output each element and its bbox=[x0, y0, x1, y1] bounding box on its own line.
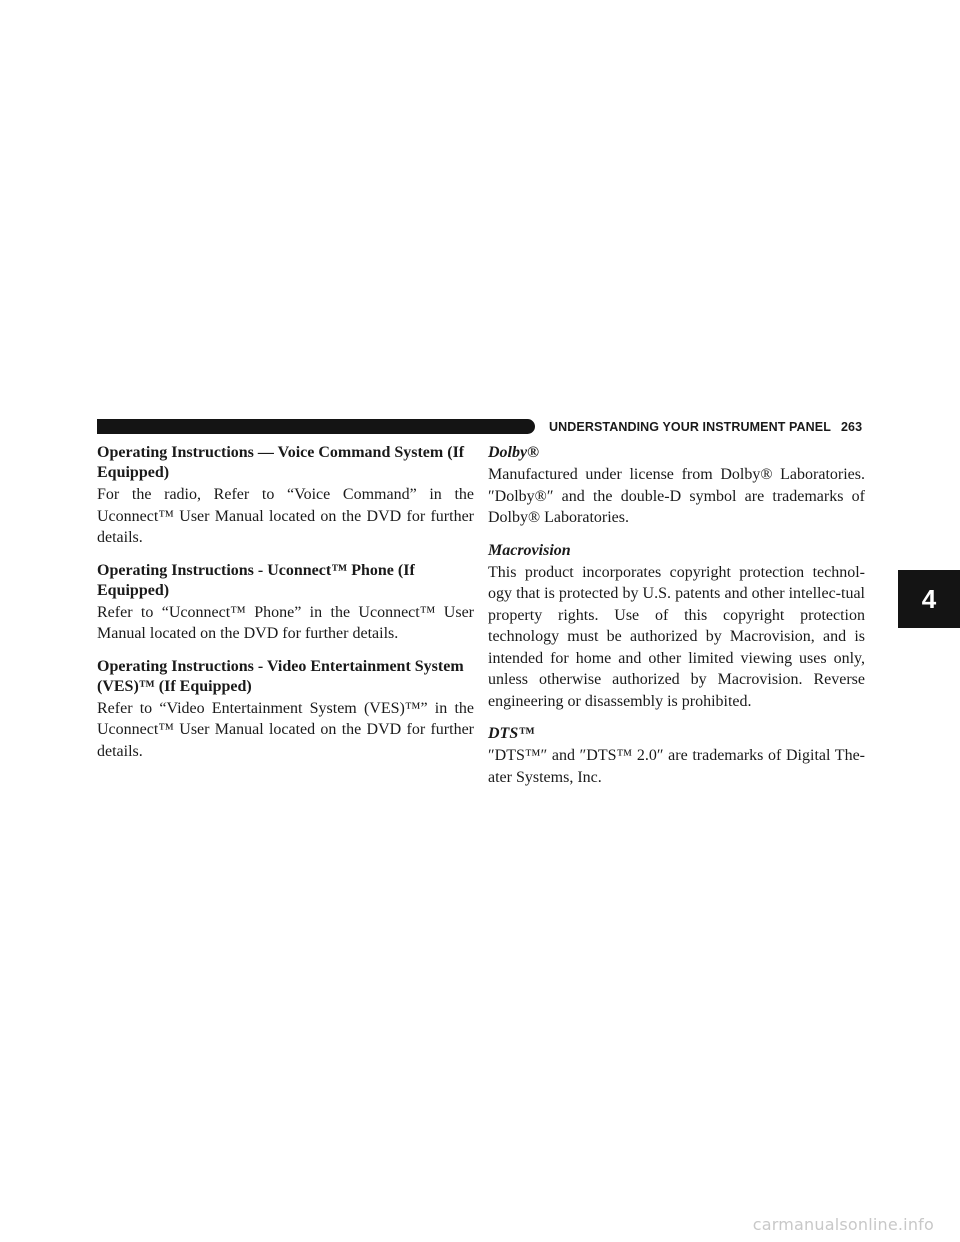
section-heading-uconnect-phone: Operating Instructions - Uconnect™ Phone (If Equipped) bbox=[97, 561, 415, 599]
section-body-ves: Refer to “Video Entertainment System (VES)™” in the Uconnect™ User Manual located on the DVD for further details. bbox=[97, 699, 474, 760]
section-heading-ves: Operating Instructions - Video Entertainment System (VES)™ (If Equipped) bbox=[97, 657, 464, 695]
left-column bbox=[97, 443, 474, 774]
section-body-dts: ″DTS™″ and ″DTS™ 2.0″ are trademarks of Digital The-ater Systems, Inc. bbox=[488, 747, 865, 786]
watermark: carmanualsonline.info bbox=[752, 1215, 934, 1234]
section-heading-voice-command: Operating Instructions — Voice Command System (If Equipped) bbox=[97, 444, 465, 481]
section-body-macrovision: This product incorporates copyright protection technol-ogy that is protected by U.S. patents and other intellec-tual property rights. Use of this copyright protection technology must be authorized by Macrovision, and is intended for home and other limited viewing uses only, unless otherwise authorized by Macrovision. Reverse engineering or disassembly is prohibited. bbox=[488, 563, 865, 710]
section-body-uconnect-phone: Refer to “Uconnect™ Phone” in the Uconnect™ User Manual located on the DVD for further details. bbox=[97, 603, 474, 642]
section-title: UNDERSTANDING YOUR INSTRUMENT PANEL bbox=[549, 420, 831, 434]
section-heading-dts: DTS™ bbox=[488, 725, 535, 742]
section-body-dolby: Manufactured under license from Dolby® Laboratories. ″Dolby®″ and the double-D symbol are trademarks of Dolby® Laboratories. bbox=[488, 466, 865, 526]
chapter-tab: 4 bbox=[898, 570, 960, 628]
page-number: 263 bbox=[840, 420, 863, 434]
right-column bbox=[488, 443, 865, 800]
running-header bbox=[549, 419, 862, 435]
header-rule-bar bbox=[97, 419, 535, 434]
section-heading-dolby: Dolby® bbox=[488, 444, 540, 461]
section-body-voice-command: For the radio, Refer to “Voice Command” in the Uconnect™ User Manual located on the DVD for further details. bbox=[97, 486, 474, 546]
section-heading-macrovision: Macrovision bbox=[488, 541, 571, 559]
